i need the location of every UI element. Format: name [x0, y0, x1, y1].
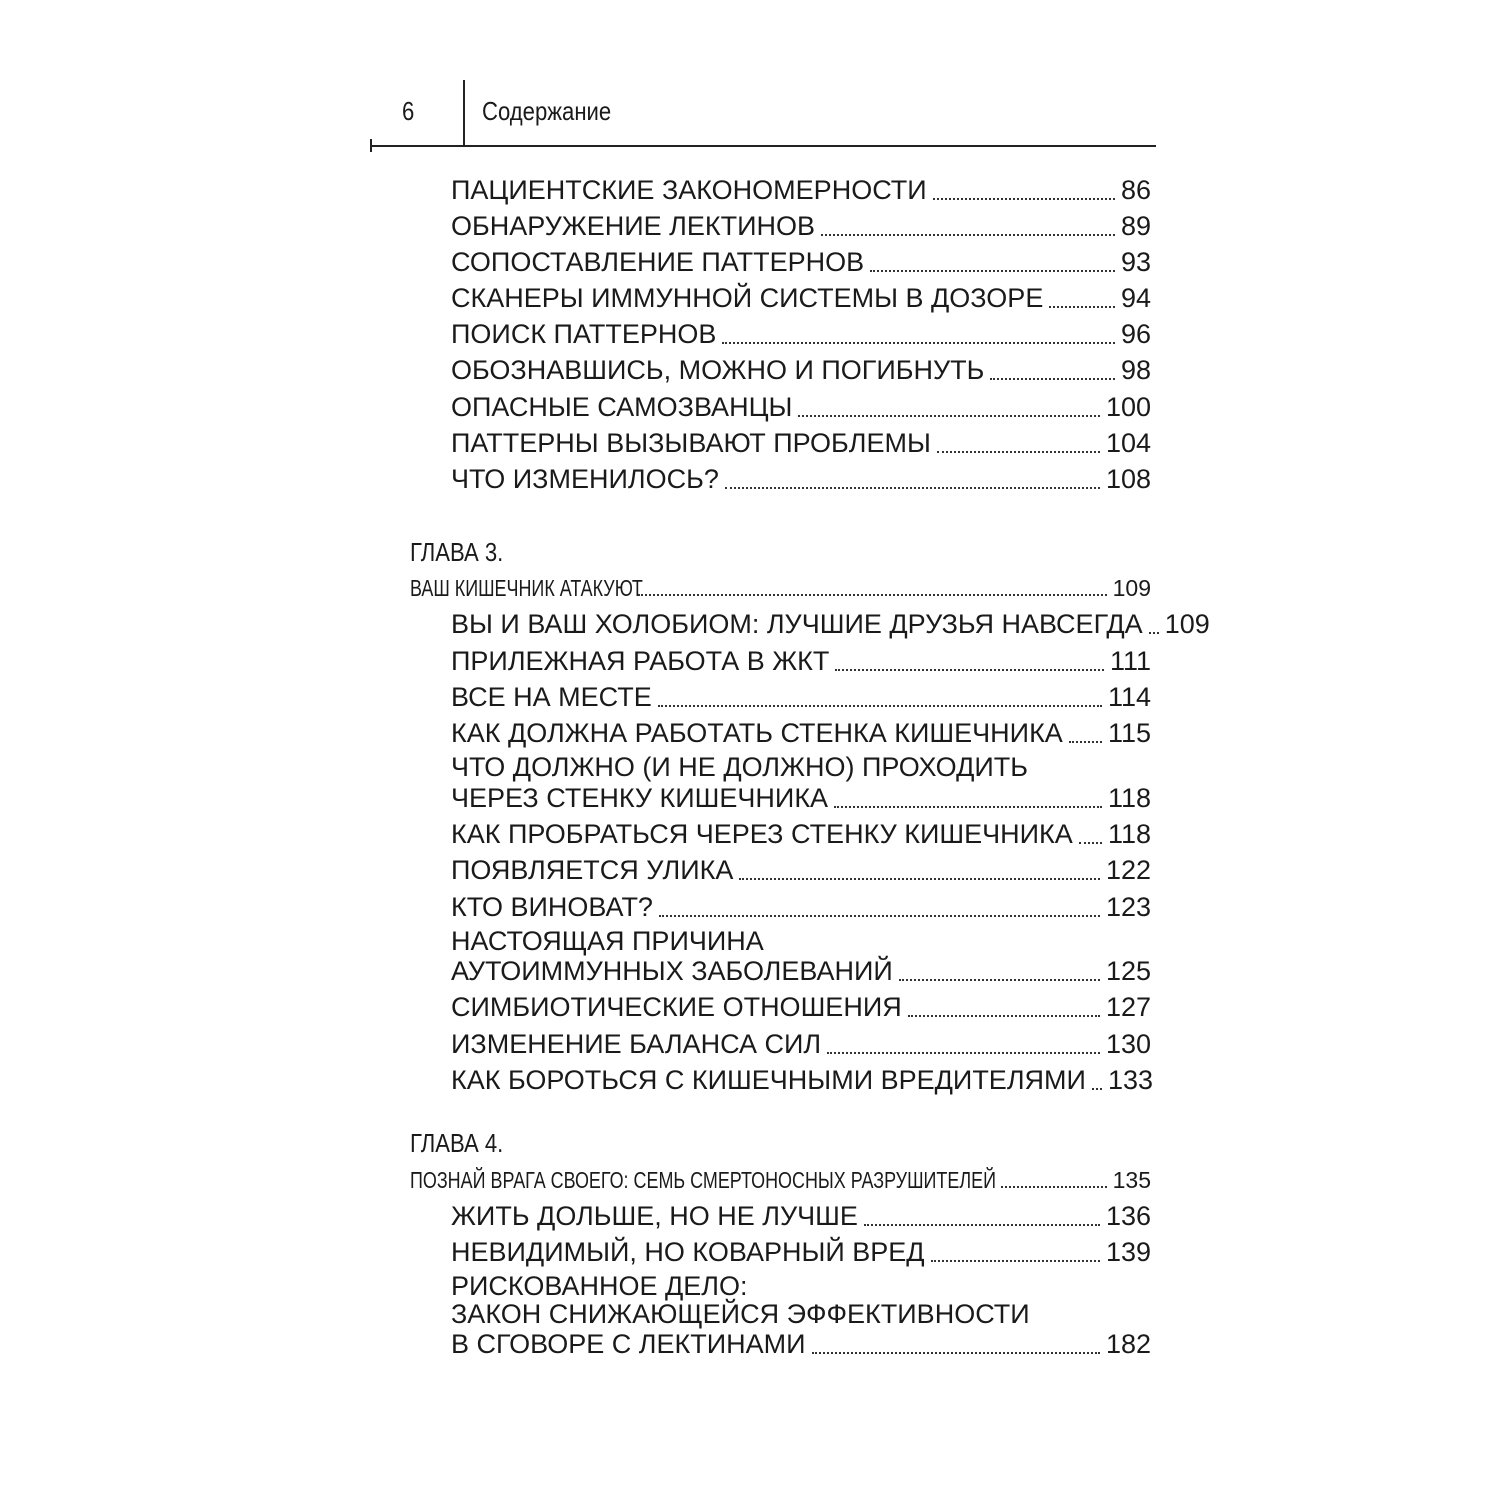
toc-leader-dots — [1092, 1088, 1102, 1090]
page-number: 6 — [402, 96, 415, 126]
toc-entry-title: В СГОВОРЕ С ЛЕКТИНАМИ — [451, 1329, 806, 1359]
toc-entry-page: 115 — [1107, 718, 1151, 748]
toc-leader-dots — [638, 594, 1106, 596]
toc-leader-dots — [937, 451, 1100, 453]
toc-entry-title: ЧЕРЕЗ СТЕНКУ КИШЕЧНИКА — [451, 783, 829, 813]
toc-entry-title: СОПОСТАВЛЕНИЕ ПАТТЕРНОВ — [451, 247, 865, 277]
toc-entry-title: АУТОИММУННЫХ ЗАБОЛЕВАНИЙ — [451, 956, 893, 986]
toc-entry-title: ПАТТЕРНЫ ВЫЗЫВАЮТ ПРОБЛЕМЫ — [451, 428, 931, 458]
toc-entry-title: ИЗМЕНЕНИЕ БАЛАНСА СИЛ — [451, 1029, 822, 1059]
toc-entry-title: ПРИЛЕЖНАЯ РАБОТА В ЖКТ — [451, 646, 830, 676]
toc-entry-title: СИМБИОТИЧЕСКИЕ ОТНОШЕНИЯ — [451, 992, 902, 1022]
toc-leader-dots — [870, 270, 1115, 272]
toc-entry-page: 118 — [1107, 783, 1151, 813]
toc-entry-title: ВСЕ НА МЕСТЕ — [451, 682, 652, 712]
toc-entry[interactable] — [451, 780, 1151, 814]
toc-entry[interactable] — [451, 852, 1151, 886]
toc-entry-title: ПАЦИЕНТСКИЕ ЗАКОНОМЕРНОСТИ — [451, 175, 927, 205]
toc-entry-page: 133 — [1107, 1065, 1153, 1095]
toc-entry[interactable] — [451, 244, 1151, 278]
toc-entry-page: 86 — [1120, 175, 1151, 205]
toc-entry-title-line1: ЧТО ДОЛЖНО (И НЕ ДОЛЖНО) ПРОХОДИТЬ — [451, 752, 1028, 782]
toc-entry[interactable] — [451, 715, 1151, 749]
toc-entry[interactable] — [451, 679, 1151, 713]
toc-entry-title-line2: ЗАКОН СНИЖАЮЩЕЙСЯ ЭФФЕКТИВНОСТИ — [451, 1299, 1030, 1329]
toc-entry-page: 182 — [1105, 1329, 1151, 1359]
toc-leader-dots — [658, 705, 1102, 707]
running-header-title: Содержание — [482, 96, 612, 126]
toc-leader-dots — [1069, 741, 1102, 743]
toc-leader-dots — [931, 1260, 1100, 1262]
toc-entry[interactable] — [451, 172, 1151, 206]
toc-entry-page: 125 — [1105, 956, 1151, 986]
toc-entry-title: ПОИСК ПАТТЕРНОВ — [451, 319, 717, 349]
toc-leader-dots — [821, 234, 1115, 236]
toc-entry-page: 118 — [1107, 819, 1151, 849]
toc-entry-title: КТО ВИНОВАТ? — [451, 892, 653, 922]
toc-leader-dots — [1149, 632, 1159, 634]
toc-entry-title: НЕВИДИМЫЙ, НО КОВАРНЫЙ ВРЕД — [451, 1237, 925, 1267]
toc-entry[interactable] — [451, 425, 1151, 459]
toc-entry-page: 139 — [1105, 1237, 1151, 1267]
toc-entry[interactable] — [451, 389, 1151, 423]
toc-entry-title: ОБОЗНАВШИСЬ, МОЖНО И ПОГИБНУТЬ — [451, 355, 985, 385]
header-divider — [463, 80, 465, 146]
toc-entry-page: 108 — [1105, 464, 1151, 494]
toc-entry[interactable] — [451, 1198, 1151, 1232]
toc-entry-title-line1: НАСТОЯЩАЯ ПРИЧИНА — [451, 926, 764, 956]
toc-entry[interactable] — [451, 1062, 1151, 1096]
toc-entry-page: 136 — [1105, 1201, 1151, 1231]
toc-entry-page: 111 — [1109, 646, 1151, 676]
toc-entry-page: 89 — [1120, 211, 1151, 241]
chapter-4-entry[interactable] — [410, 1164, 1151, 1194]
toc-entry-title: ЖИТЬ ДОЛЬШЕ, НО НЕ ЛУЧШЕ — [451, 1201, 858, 1231]
toc-entry-title: ПОЯВЛЯЕТСЯ УЛИКА — [451, 855, 734, 885]
toc-entry[interactable] — [451, 461, 1151, 495]
toc-entry[interactable] — [451, 606, 1210, 640]
toc-leader-dots — [798, 415, 1099, 417]
toc-leader-dots — [835, 669, 1104, 671]
toc-leader-dots — [722, 342, 1115, 344]
toc-entry[interactable] — [451, 643, 1151, 677]
toc-leader-dots — [864, 1224, 1100, 1226]
toc-leader-dots — [834, 806, 1102, 808]
toc-leader-dots — [908, 1015, 1100, 1017]
toc-entry-title: КАК ПРОБРАТЬСЯ ЧЕРЕЗ СТЕНКУ КИШЕЧНИКА — [451, 819, 1073, 849]
toc-entry-title: ЧТО ИЗМЕНИЛОСЬ? — [451, 464, 719, 494]
toc-entry-page: 100 — [1105, 392, 1151, 422]
toc-entry-title: ВЫ И ВАШ ХОЛОБИОМ: ЛУЧШИЕ ДРУЗЬЯ НАВСЕГДА — [451, 609, 1143, 639]
toc-entry[interactable] — [451, 352, 1151, 386]
toc-entry-page: 98 — [1120, 355, 1151, 385]
toc-entry[interactable] — [451, 953, 1151, 987]
toc-entry[interactable] — [451, 1234, 1151, 1268]
toc-leader-dots — [739, 878, 1100, 880]
header-rule-tick — [370, 139, 372, 152]
toc-entry[interactable] — [451, 989, 1151, 1023]
toc-entry-page: 122 — [1105, 855, 1151, 885]
toc-entry-page: 93 — [1120, 247, 1151, 277]
chapter-3-label: ГЛАВА 3. — [410, 537, 504, 567]
toc-entry-page: 127 — [1105, 992, 1151, 1022]
toc-entry-title: СКАНЕРЫ ИММУННОЙ СИСТЕМЫ В ДОЗОРЕ — [451, 283, 1044, 313]
toc-entry-page: 123 — [1105, 892, 1151, 922]
toc-entry-page: 94 — [1120, 283, 1151, 313]
toc-leader-dots — [827, 1052, 1100, 1054]
toc-entry-page: 130 — [1105, 1029, 1151, 1059]
toc-entry[interactable] — [451, 280, 1151, 314]
toc-entry-page: 109 — [1112, 575, 1151, 601]
toc-leader-dots — [725, 487, 1100, 489]
toc-entry[interactable] — [451, 316, 1151, 350]
toc-entry-title: ОБНАРУЖЕНИЕ ЛЕКТИНОВ — [451, 211, 816, 241]
toc-entry[interactable] — [451, 1326, 1151, 1360]
toc-leader-dots — [899, 979, 1100, 981]
toc-entry-page: 135 — [1112, 1167, 1151, 1193]
toc-leader-dots — [1049, 306, 1115, 308]
toc-entry-page: 96 — [1120, 319, 1151, 349]
toc-entry-title: КАК БОРОТЬСЯ С КИШЕЧНЫМИ ВРЕДИТЕЛЯМИ — [451, 1065, 1086, 1095]
toc-leader-dots — [1079, 842, 1102, 844]
toc-leader-dots — [933, 198, 1115, 200]
toc-leader-dots — [990, 378, 1115, 380]
toc-entry[interactable] — [451, 1026, 1151, 1060]
toc-entry[interactable] — [451, 208, 1151, 242]
toc-entry[interactable] — [451, 889, 1151, 923]
toc-leader-dots — [659, 915, 1100, 917]
chapter-3-entry[interactable] — [410, 572, 1151, 602]
toc-leader-dots — [812, 1352, 1100, 1354]
toc-entry-title: КАК ДОЛЖНА РАБОТАТЬ СТЕНКА КИШЕЧНИКА — [451, 718, 1063, 748]
toc-entry-page: 109 — [1164, 609, 1210, 639]
toc-entry-page: 104 — [1105, 428, 1151, 458]
header-rule — [370, 145, 1156, 147]
toc-entry-page: 114 — [1107, 682, 1151, 712]
toc-leader-dots — [1001, 1186, 1106, 1188]
chapter-title: ВАШ КИШЕЧНИК АТАКУЮТ — [410, 575, 643, 601]
toc-entry-title-line1: РИСКОВАННОЕ ДЕЛО: — [451, 1271, 748, 1301]
toc-entry-title: ОПАСНЫЕ САМОЗВАНЦЫ — [451, 392, 793, 422]
chapter-4-label: ГЛАВА 4. — [410, 1128, 504, 1158]
chapter-title: ПОЗНАЙ ВРАГА СВОЕГО: СЕМЬ СМЕРТОНОСНЫХ РАЗРУШИТЕЛЕЙ — [410, 1167, 996, 1193]
toc-entry[interactable] — [451, 816, 1151, 850]
